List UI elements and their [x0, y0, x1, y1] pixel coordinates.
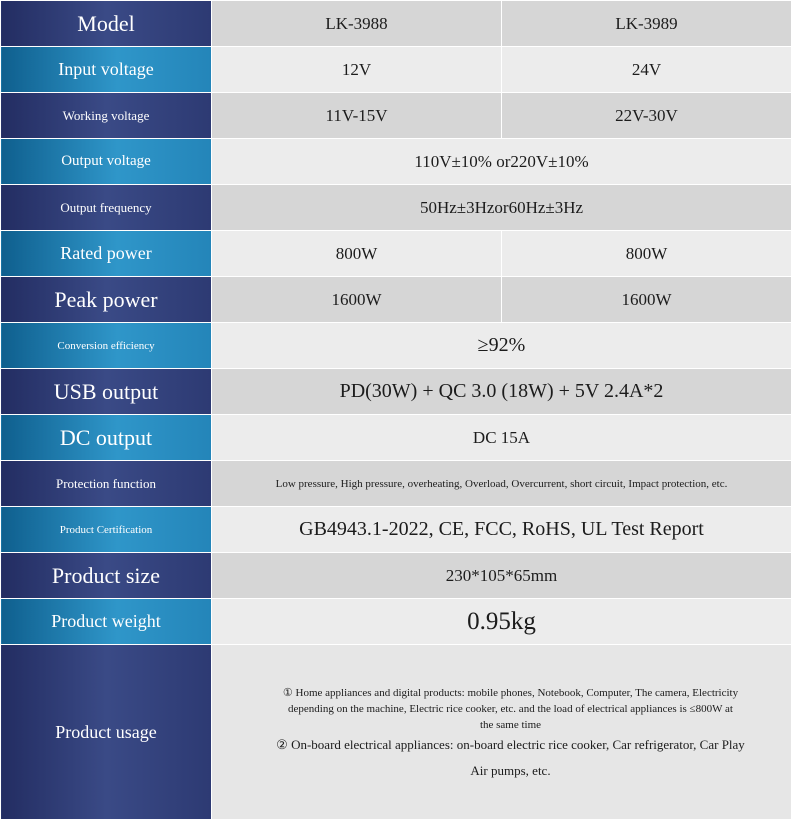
product-weight-label: Product weight [1, 599, 212, 645]
protection-function-value: Low pressure, High pressure, overheating, Overload, Overcurrent, short circuit, Impact protection, etc. [212, 461, 791, 507]
working-voltage-a: 11V-15V [212, 93, 502, 139]
working-voltage-label: Working voltage [1, 93, 212, 139]
peak-power-label: Peak power [1, 277, 212, 323]
protection-function-label: Protection function [1, 461, 212, 507]
table-row [1, 47, 791, 93]
product-usage-value [212, 645, 791, 820]
rated-power-a: 800W [212, 231, 502, 277]
table-row [1, 553, 791, 599]
output-voltage-label: Output voltage [1, 139, 212, 185]
model-a: LK-3988 [212, 1, 502, 47]
usage-line-4: ② On-board electrical appliances: on-board electric rice cooker, Car refrigerator, Car Play [248, 737, 773, 753]
model-label: Model [1, 1, 212, 47]
table-row [1, 461, 791, 507]
table-row [1, 93, 791, 139]
usage-line-1: ① Home appliances and digital products: mobile phones, Notebook, Computer, The camera, Electricity [248, 685, 773, 701]
table-row [1, 599, 791, 645]
usage-line-3: the same time [248, 717, 773, 733]
table-row [1, 369, 791, 415]
usb-output-label: USB output [1, 369, 212, 415]
table-row [1, 139, 791, 185]
table-row [1, 645, 791, 820]
dc-output-label: DC output [1, 415, 212, 461]
output-voltage-value: 110V±10% or220V±10% [212, 139, 791, 185]
peak-power-b: 1600W [502, 277, 791, 323]
table-row [1, 231, 791, 277]
usage-line-5: Air pumps, etc. [248, 763, 773, 779]
product-usage-label: Product usage [1, 645, 212, 820]
input-voltage-a: 12V [212, 47, 502, 93]
table-row [1, 277, 791, 323]
table-row [1, 185, 791, 231]
usage-line-2: depending on the machine, Electric rice cooker, etc. and the load of electrical appliances is ≤800W at [248, 701, 773, 717]
rated-power-b: 800W [502, 231, 791, 277]
table-row [1, 323, 791, 369]
model-b: LK-3989 [502, 1, 791, 47]
dc-output-value: DC 15A [212, 415, 791, 461]
product-certification-label: Product Certification [1, 507, 212, 553]
usb-output-value: PD(30W) + QC 3.0 (18W) + 5V 2.4A*2 [212, 369, 791, 415]
product-size-label: Product size [1, 553, 212, 599]
product-certification-value: GB4943.1-2022, CE, FCC, RoHS, UL Test Report [212, 507, 791, 553]
rated-power-label: Rated power [1, 231, 212, 277]
input-voltage-label: Input voltage [1, 47, 212, 93]
product-weight-value: 0.95kg [212, 599, 791, 645]
output-frequency-label: Output frequency [1, 185, 212, 231]
conversion-efficiency-value: ≥92% [212, 323, 791, 369]
table-row [1, 415, 791, 461]
peak-power-a: 1600W [212, 277, 502, 323]
working-voltage-b: 22V-30V [502, 93, 791, 139]
table-row [1, 507, 791, 553]
product-size-value: 230*105*65mm [212, 553, 791, 599]
input-voltage-b: 24V [502, 47, 791, 93]
conversion-efficiency-label: Conversion efficiency [1, 323, 212, 369]
table-row [1, 1, 791, 47]
output-frequency-value: 50Hz±3Hzor60Hz±3Hz [212, 185, 791, 231]
